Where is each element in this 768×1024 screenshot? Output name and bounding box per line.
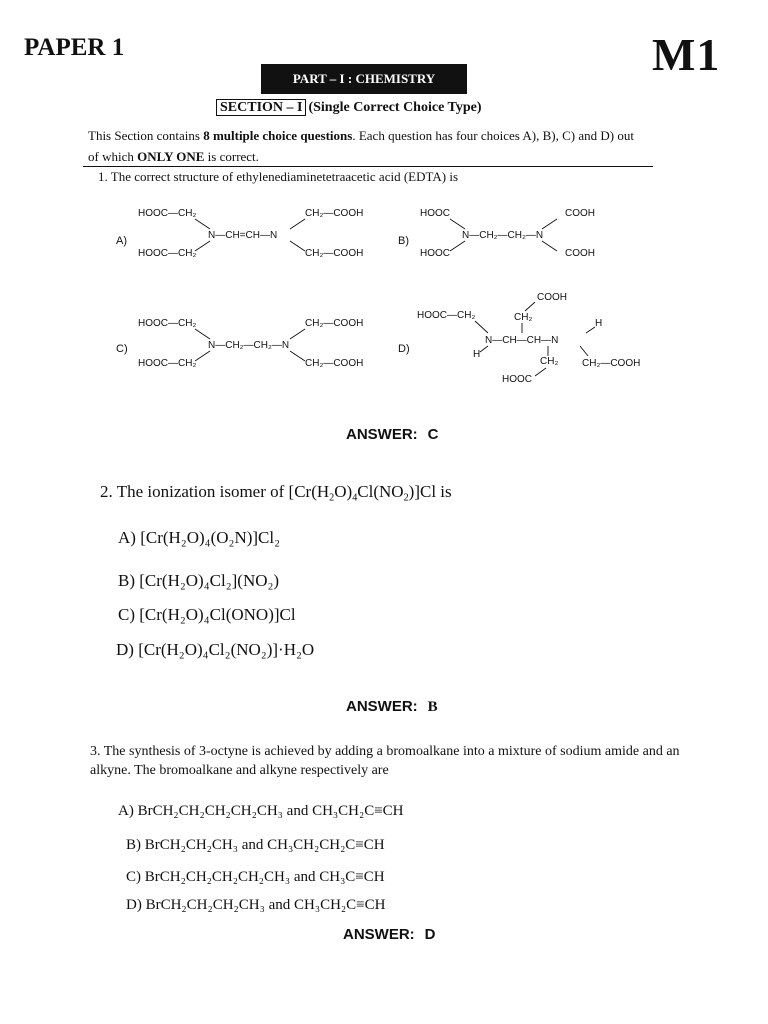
answer-label: ANSWER: bbox=[346, 698, 418, 715]
q1-structures bbox=[110, 196, 690, 396]
section-heading bbox=[216, 100, 482, 116]
answer-value: C bbox=[427, 426, 439, 443]
d-center: N—CH—CH—N bbox=[485, 335, 559, 346]
q2-option-c[interactable] bbox=[118, 605, 296, 625]
c-top-right: CH₂—COOH bbox=[305, 318, 364, 329]
intro-text-1: This Section contains bbox=[88, 128, 204, 143]
a-top-right: CH₂—COOH bbox=[305, 208, 364, 219]
option-label: B) bbox=[126, 837, 141, 853]
question-1-answer bbox=[346, 426, 439, 443]
option-label: C) bbox=[126, 869, 141, 885]
option-label: B) bbox=[118, 571, 135, 590]
b-center: N—CH₂—CH₂—N bbox=[462, 230, 544, 241]
divider bbox=[83, 166, 653, 167]
d-left-group: HOOC—CH₂ bbox=[417, 310, 476, 321]
question-1-text: 1. The correct structure of ethylenediaminetetraacetic acid (EDTA) is bbox=[98, 169, 459, 184]
d-h-right: H bbox=[595, 318, 603, 329]
question-2-text: 2. The ionization isomer of $[Cr(H_2O)_4Cl(NO_2)]Cl$ is bbox=[100, 482, 452, 504]
question-2-number: 2. bbox=[100, 482, 113, 501]
option-text: [Cr(H₂O)₄Cl₂(NO₂)]·H₂O bbox=[138, 640, 315, 659]
part-banner-label: PART – I : CHEMISTRY bbox=[292, 71, 436, 86]
option-label: A) bbox=[118, 528, 136, 547]
option-d-label: D) bbox=[398, 343, 410, 355]
question-3-text: 3. The synthesis of 3-octyne is achieved by adding a bromoalkane into a mixture of sodium amide and an alkyne. The bromoalkane and alkyne respectively are bbox=[90, 744, 680, 778]
d-ch2-bottom: CH₂ bbox=[540, 356, 559, 367]
option-b-label: B) bbox=[398, 235, 409, 247]
answer-value: B bbox=[427, 699, 438, 715]
answer-label: ANSWER: bbox=[346, 426, 418, 443]
d-ch2-top: CH₂ bbox=[514, 312, 533, 323]
paper-code: M1 bbox=[652, 29, 721, 80]
option-label: D) bbox=[126, 897, 142, 913]
c-center: N—CH₂—CH₂—N bbox=[208, 340, 290, 351]
question-2-text-end: )]Cl is bbox=[408, 482, 452, 501]
a-bottom-right: CH₂—COOH bbox=[305, 248, 364, 259]
option-c-label: C) bbox=[116, 343, 128, 355]
section-type: (Single Correct Choice Type) bbox=[308, 100, 482, 115]
option-text: BrCH₂CH₂CH₂CH₃ and CH₃CH₂C≡CH bbox=[145, 897, 386, 913]
paper-label: PAPER 1 bbox=[24, 34, 125, 61]
b-top-right: COOH bbox=[565, 208, 595, 219]
d-cooh-bottom: HOOC bbox=[502, 374, 532, 385]
intro-bold-1: 8 multiple choice questions bbox=[203, 128, 353, 143]
c-top-left: HOOC—CH₂ bbox=[138, 318, 197, 329]
d-h-left: H bbox=[473, 349, 481, 360]
option-a-label: A) bbox=[116, 235, 127, 247]
c-bottom-right: CH₂—COOH bbox=[305, 358, 364, 369]
question-2-text-post: Cl(NO bbox=[357, 482, 404, 501]
b-bottom-right: COOH bbox=[565, 248, 595, 259]
answer-label: ANSWER: bbox=[343, 926, 415, 943]
structure-option-d bbox=[398, 292, 640, 385]
intro-text-3: is correct. bbox=[204, 149, 259, 164]
structure-option-a bbox=[116, 208, 363, 259]
q2-option-a[interactable] bbox=[118, 528, 280, 548]
q3-option-b[interactable] bbox=[126, 837, 385, 854]
a-bottom-left: HOOC—CH₂ bbox=[138, 248, 197, 259]
question-2-text-pre: The ionization isomer of [Cr(H bbox=[116, 482, 330, 501]
q3-option-d[interactable] bbox=[126, 897, 385, 914]
q3-option-c[interactable] bbox=[126, 869, 385, 886]
question-3-answer bbox=[343, 926, 436, 943]
a-center: N—CH=CH—N bbox=[208, 230, 278, 241]
option-text: BrCH₂CH₂CH₃ and CH₃CH₂CH₂C≡CH bbox=[144, 837, 385, 853]
section-label: SECTION – I bbox=[216, 99, 306, 116]
section-instructions bbox=[88, 125, 648, 167]
q2-option-b[interactable] bbox=[118, 571, 279, 591]
option-text: BrCH₂CH₂CH₂CH₂CH₃ and CH₃C≡CH bbox=[144, 869, 385, 885]
b-top-left: HOOC bbox=[420, 208, 450, 219]
option-text: BrCH₂CH₂CH₂CH₂CH₃ and CH₃CH₂C≡CH bbox=[137, 803, 404, 819]
option-text: [Cr(H₂O)₄Cl(ONO)]Cl bbox=[139, 605, 296, 624]
intro-bold-2: ONLY ONE bbox=[137, 149, 205, 164]
option-label: A) bbox=[118, 803, 134, 819]
answer-value: D bbox=[424, 926, 436, 943]
b-bottom-left: HOOC bbox=[420, 248, 450, 259]
option-text: [Cr(H₂O)₄Cl₂](NO₂) bbox=[139, 571, 280, 590]
part-banner bbox=[261, 64, 467, 94]
a-top-left: HOOC—CH₂ bbox=[138, 208, 197, 219]
d-cooh-top: COOH bbox=[537, 292, 567, 303]
option-text: [Cr(H₂O)₄(O₂N)]Cl₂ bbox=[140, 528, 281, 547]
c-bottom-left: HOOC—CH₂ bbox=[138, 358, 197, 369]
option-label: D) bbox=[116, 640, 134, 659]
d-right-group: CH₂—COOH bbox=[582, 358, 641, 369]
structure-option-c bbox=[116, 318, 363, 369]
option-label: C) bbox=[118, 605, 135, 624]
q3-option-a[interactable] bbox=[118, 803, 404, 820]
structure-option-b bbox=[398, 208, 595, 259]
intro-text-2: . Each question has four choices A), B), C) and D) out of which bbox=[88, 128, 634, 164]
question-2-answer bbox=[346, 698, 438, 716]
q2-option-d[interactable] bbox=[116, 640, 314, 660]
